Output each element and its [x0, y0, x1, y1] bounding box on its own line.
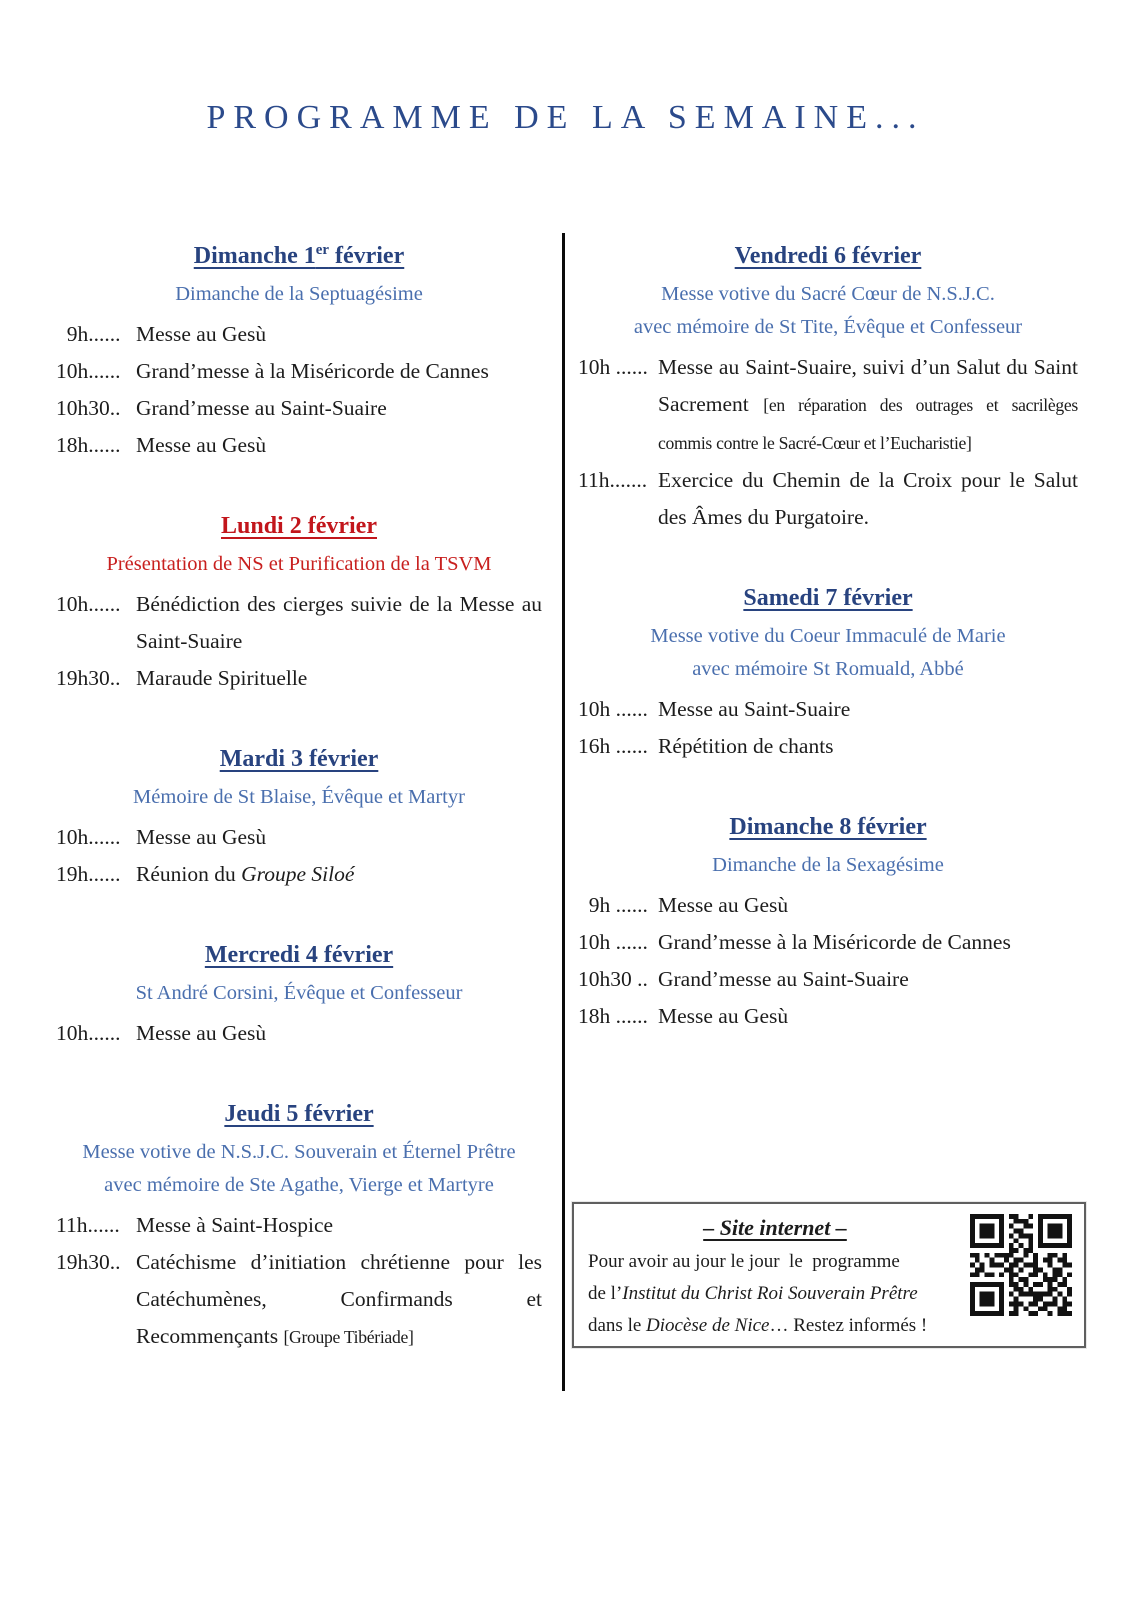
schedule-item: [56, 390, 542, 427]
item-text: [658, 728, 1078, 765]
item-time: 10h ......: [578, 355, 648, 379]
item-time: 10h......: [56, 359, 121, 383]
text-segment: Maraude Spirituelle: [136, 666, 308, 690]
site-box-line: [588, 1310, 962, 1342]
schedule-item: [578, 462, 1078, 536]
item-time: 10h......: [56, 825, 121, 849]
site-box-line: [588, 1278, 962, 1310]
day-subtitle-line: [56, 977, 542, 1010]
day-subtitle-line: [578, 311, 1078, 344]
day-subtitle-line: [56, 548, 542, 581]
schedule-item: [56, 660, 542, 697]
text-segment: Messe au Gesù: [136, 825, 267, 849]
site-box-text: [588, 1211, 962, 1342]
site-box-lines: [588, 1246, 962, 1342]
day-items: [56, 316, 542, 464]
day-items: [56, 586, 542, 697]
day-items: [56, 1207, 542, 1356]
day-items: [578, 691, 1078, 765]
schedule-item: [578, 728, 1078, 765]
text-segment: Grand’messe au Saint-Suaire: [658, 967, 909, 991]
day-section: [578, 240, 1078, 536]
qr-code: [970, 1214, 1072, 1316]
day-subtitle-line: [578, 849, 1078, 882]
item-text: [658, 462, 1078, 536]
text-segment: Catéchisme d’initiation chrétienne pour les Catéchumènes, Confirmands et Recommençants: [136, 1250, 542, 1348]
day-section: [56, 939, 542, 1052]
item-text: [136, 427, 542, 464]
day-title: [56, 510, 542, 542]
text-segment: Diocèse de Nice: [646, 1315, 770, 1336]
schedule-item: [56, 1015, 542, 1052]
item-time: 11h.......: [578, 468, 648, 492]
text-segment: [en réparation des outrages et sacrilèges commis contre le Sacré-Cœur et l’Eucharistie]: [658, 395, 1078, 453]
text-segment: Messe au Saint-Suaire, suivi d’un Salut du Saint Sacrement: [658, 355, 1078, 416]
text-segment: Messe votive de N.S.J.C. Souverain et Éternel Prêtre: [82, 1141, 516, 1163]
text-segment: Samedi 7 février: [743, 585, 913, 611]
item-time: 19h30..: [56, 1250, 121, 1274]
day-section: [578, 582, 1078, 765]
text-segment: Institut du Christ Roi Souverain Prêtre: [622, 1283, 918, 1304]
item-time: 10h30..: [56, 396, 121, 420]
item-text: [136, 1015, 542, 1052]
item-text: [658, 349, 1078, 462]
text-segment: Mémoire de St Blaise, Évêque et Martyr: [133, 786, 465, 808]
text-segment: Messe à Saint-Hospice: [136, 1213, 334, 1237]
site-box-title: – Site internet –: [703, 1215, 847, 1240]
item-text: [136, 586, 542, 660]
day-title: [56, 939, 542, 971]
day-subtitle-line: [56, 278, 542, 311]
text-segment: Dimanche 8 février: [729, 814, 927, 840]
text-segment: … Restez informés !: [769, 1315, 928, 1336]
day-subtitles: [56, 781, 542, 814]
schedule-item: [578, 349, 1078, 462]
day-items: [56, 819, 542, 893]
item-text: [136, 353, 542, 390]
text-segment: Pour avoir au jour le jour le programme: [588, 1251, 900, 1272]
text-segment: Groupe Siloé: [241, 862, 355, 886]
text-segment: Messe au Saint-Suaire: [658, 697, 851, 721]
day-title: [578, 582, 1078, 614]
day-items: [56, 1015, 542, 1052]
item-text: [136, 390, 542, 427]
day-items: [578, 349, 1078, 536]
text-segment: Exercice du Chemin de la Croix pour le Salut des Âmes du Purgatoire.: [658, 468, 1078, 529]
item-time: 18h......: [56, 433, 121, 457]
schedule-item: [56, 1244, 542, 1356]
item-text: [136, 856, 542, 893]
text-segment: avec mémoire de St Tite, Évêque et Confesseur: [633, 316, 1023, 338]
schedule-item: [56, 856, 542, 893]
item-time: 19h......: [56, 862, 121, 886]
right-column: [578, 240, 1078, 1035]
day-section: [56, 1098, 542, 1356]
day-title: [56, 743, 542, 775]
text-segment: Messe au Gesù: [658, 893, 789, 917]
day-title: [578, 240, 1078, 272]
text-segment: Dimanche de la Septuagésime: [175, 283, 423, 305]
site-box-line: [588, 1246, 962, 1278]
item-text: [136, 1207, 542, 1244]
day-subtitles: [578, 849, 1078, 882]
day-subtitle-line: [578, 278, 1078, 311]
item-time: 19h30..: [56, 666, 121, 690]
text-segment: de l’: [588, 1283, 623, 1304]
schedule-item: [56, 586, 542, 660]
text-segment: Grand’messe à la Miséricorde de Cannes: [658, 930, 1011, 954]
day-subtitles: [56, 1136, 542, 1202]
item-time: 18h ......: [578, 1004, 648, 1028]
text-segment: Lundi 2 février: [221, 513, 377, 539]
text-segment: Messe au Gesù: [658, 1004, 789, 1028]
item-text: [658, 924, 1078, 961]
day-title: [578, 811, 1078, 843]
text-segment: Grand’messe au Saint-Suaire: [136, 396, 387, 420]
item-text: [136, 819, 542, 856]
item-text: [658, 961, 1078, 998]
text-segment: Messe au Gesù: [136, 322, 267, 346]
schedule-item: [578, 924, 1078, 961]
text-segment: Messe au Gesù: [136, 1021, 267, 1045]
day-subtitles: [56, 977, 542, 1010]
day-subtitle-line: [56, 781, 542, 814]
day-subtitle-line: [578, 653, 1078, 686]
text-segment: dans le: [588, 1315, 647, 1336]
item-text: [136, 660, 542, 697]
text-segment: Messe votive du Coeur Immaculé de Marie: [650, 625, 1006, 647]
schedule-item: [56, 1207, 542, 1244]
day-title: [56, 240, 542, 272]
schedule-item: [578, 691, 1078, 728]
schedule-item: [56, 427, 542, 464]
text-segment: Mercredi 4 février: [204, 942, 394, 968]
item-text: [136, 316, 542, 353]
day-subtitle-line: [578, 620, 1078, 653]
day-items: [578, 887, 1078, 1035]
text-segment: avec mémoire St Romuald, Abbé: [692, 658, 964, 680]
schedule-item: [578, 961, 1078, 998]
text-segment: Messe au Gesù: [136, 433, 267, 457]
day-subtitle-line: [56, 1136, 542, 1169]
text-segment: Messe votive du Sacré Cœur de N.S.J.C.: [661, 283, 995, 305]
text-segment: Grand’messe à la Miséricorde de Cannes: [136, 359, 489, 383]
item-time: 16h ......: [578, 734, 648, 758]
text-segment: St André Corsini, Évêque et Confesseur: [135, 982, 463, 1004]
text-segment: Vendredi 6 février: [734, 243, 922, 269]
item-time: 9h ......: [578, 893, 648, 917]
text-segment: Jeudi 5 février: [224, 1101, 374, 1127]
left-column: [56, 240, 542, 1356]
day-section: [578, 811, 1078, 1035]
schedule-item: [578, 998, 1078, 1035]
day-subtitle-line: [56, 1169, 542, 1202]
item-time: 10h ......: [578, 930, 648, 954]
text-segment: février: [328, 243, 405, 269]
item-text: [658, 998, 1078, 1035]
page-title: PROGRAMME DE LA SEMAINE...: [206, 99, 925, 136]
schedule-item: [56, 316, 542, 353]
day-title: [56, 1098, 542, 1130]
item-time: 10h30 ..: [578, 967, 648, 991]
day-section: [56, 510, 542, 697]
text-segment: Dimanche 1: [193, 243, 316, 269]
column-divider: [562, 233, 565, 1391]
day-subtitles: [578, 620, 1078, 686]
item-time: 9h......: [56, 322, 121, 346]
item-time: 11h......: [56, 1213, 120, 1237]
text-segment: er: [315, 242, 329, 258]
day-subtitles: [578, 278, 1078, 344]
day-subtitles: [56, 278, 542, 311]
text-segment: Bénédiction des cierges suivie de la Messe au Saint-Suaire: [136, 592, 542, 653]
text-segment: Mardi 3 février: [219, 746, 379, 772]
schedule-item: [578, 887, 1078, 924]
text-segment: Dimanche de la Sexagésime: [712, 854, 944, 876]
schedule-item: [56, 353, 542, 390]
day-section: [56, 240, 542, 464]
item-text: [658, 887, 1078, 924]
item-text: [658, 691, 1078, 728]
text-segment: avec mémoire de Ste Agathe, Vierge et Martyre: [104, 1174, 494, 1196]
day-subtitles: [56, 548, 542, 581]
site-internet-box: [572, 1202, 1086, 1348]
text-segment: [Groupe Tibériade]: [283, 1327, 414, 1347]
text-segment: Réunion du: [136, 862, 242, 886]
schedule-item: [56, 819, 542, 856]
day-section: [56, 743, 542, 893]
text-segment: Présentation de NS et Purification de la TSVM: [106, 553, 492, 575]
item-time: 10h......: [56, 1021, 121, 1045]
item-time: 10h ......: [578, 697, 648, 721]
item-text: [136, 1244, 542, 1356]
text-segment: Répétition de chants: [658, 734, 834, 758]
item-time: 10h......: [56, 592, 121, 616]
